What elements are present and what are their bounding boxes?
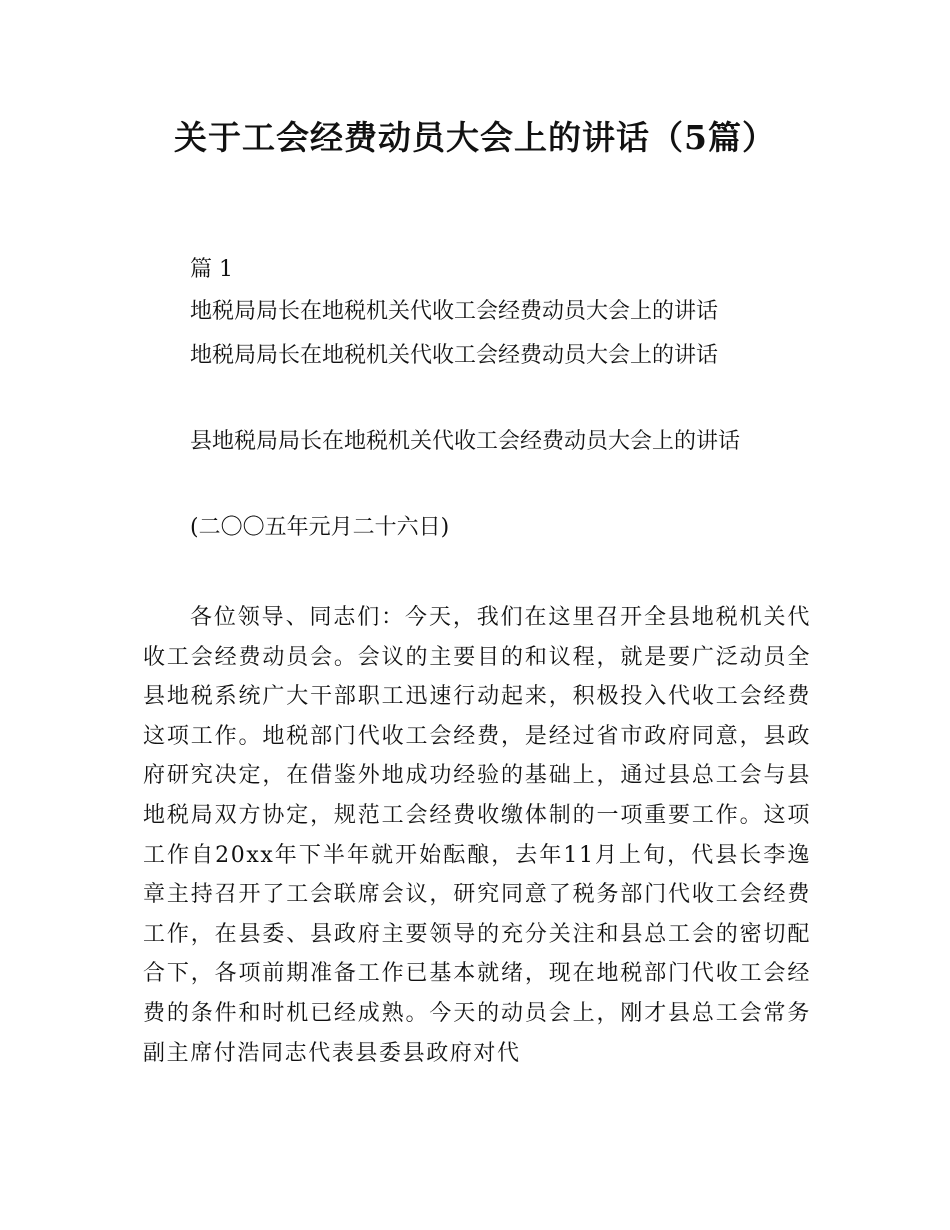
- speech-date: (二〇〇五年元月二十六日): [190, 515, 450, 540]
- speech-heading-repeat: 地税局局长在地税机关代收工会经费动员大会上的讲话: [190, 343, 719, 368]
- speech-heading: 地税局局长在地税机关代收工会经费动员大会上的讲话: [190, 299, 719, 324]
- document-title: 关于工会经费动员大会上的讲话（5篇）: [174, 118, 776, 157]
- speech-subtitle: 县地税局局长在地税机关代收工会经费动员大会上的讲话: [190, 429, 741, 454]
- body-paragraph: 各位领导、同志们：今天，我们在这里召开全县地税机关代收工会经费动员会。会议的主要目的和议程，就是要广泛动员全县地税系统广大干部职工迅速行动起来，积极投入代收工会经费这项工作。地税部门代收工会经费，是经过省市政府同意，县政府研究决定，在借鉴外地成功经验的基础上，通过县总工会与县地税局双方协定，规范工会经费收缴体制的一项重要工作。这项工作自20xx年下半年就开始酝酿，去年11月上旬，代县长李逸章主持召开了工会联席会议，研究同意了税务部门代收工会经费工作，在县委、县政府主要领导的充分关注和县总工会的密切配合下，各项前期准备工作已基本就绪，现在地税部门代收工会经费的条件和时机已经成熟。今天的动员会上，刚才县总工会常务副主席付浩同志代表县委县政府对代: [143, 605, 811, 1066]
- section-label: 篇 1: [190, 257, 233, 282]
